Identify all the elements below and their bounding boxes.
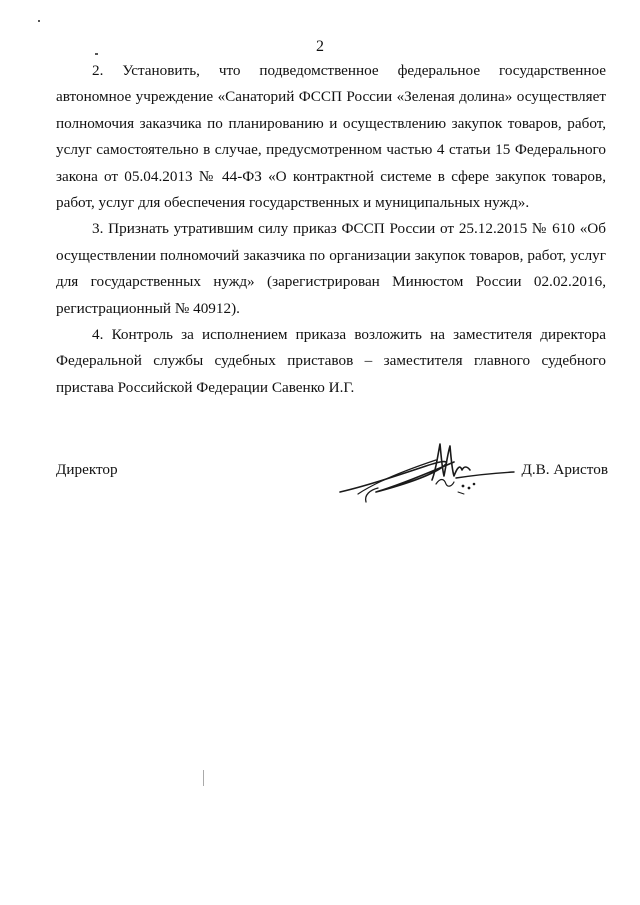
page-number: 2	[316, 38, 324, 55]
paragraph-4-text: Контроль за исполнением приказа возложить на заместителя директора Федеральной службы судебных приставов – заместителя главного судебного пристава Российской Федерации Савенко И.Г.	[56, 326, 606, 396]
document-body	[56, 58, 606, 401]
signature-block	[0, 440, 640, 520]
paragraph-3	[56, 216, 606, 322]
paragraph-2-number: 2.	[92, 62, 104, 79]
paragraph-4	[56, 322, 606, 401]
handwritten-signature	[336, 440, 516, 510]
scan-speck	[95, 53, 98, 55]
signatory-role: Директор	[56, 461, 118, 478]
paragraph-2	[56, 58, 606, 216]
paragraph-4-number: 4.	[92, 326, 104, 344]
scan-speck	[38, 20, 40, 22]
paragraph-2-text: Установить, что подведомственное федеральное государственное автономное учреждение «Санаторий ФССП России «Зеленая долина» осуществляет полномочия заказчика по планированию и осуществлению закупок товаров, работ, услуг самостоятельно в случае, предусмотренном частью 4 статьи 15 Федерального закона от 05.04.2013 № 44-ФЗ «О контрактной системе в сфере закупок товаров, работ, услуг для обеспечения государственных и муниципальных нужд».	[56, 62, 607, 212]
paragraph-3-number: 3.	[92, 220, 104, 238]
scan-speck	[203, 770, 204, 786]
signatory-name: Д.В. Аристов	[521, 461, 608, 478]
paragraph-3-text: Признать утратившим силу приказ ФССП России от 25.12.2015 № 610 «Об осуществлении полномочий заказчика по организации закупок товаров, работ, услуг для государственных нужд» (зарегистрирован Минюстом России 02.02.2016, регистрационный № 40912).	[56, 220, 606, 317]
